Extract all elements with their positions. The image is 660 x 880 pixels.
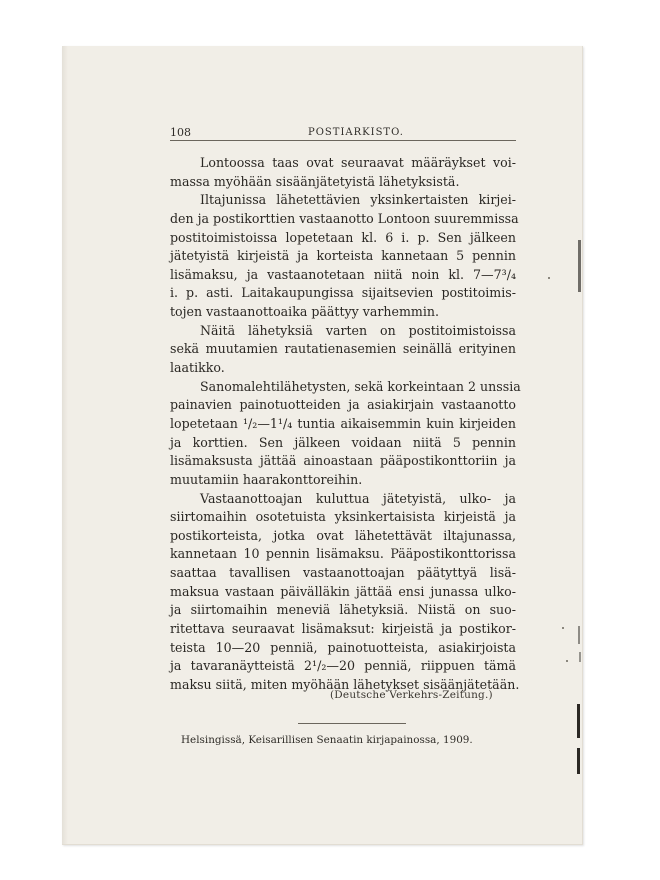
text-line: massa myöhään sisäänjätetyistä lähetyksistä. [170, 173, 460, 189]
text-line: lopetetaan ¹/₂—1¹/₄ tuntia aikaisemmin kuin kirjeiden [170, 415, 516, 431]
text-line: kannetaan 10 pennin lisämaksu. Pääpostikonttorissa [170, 546, 516, 562]
text-line: maksua vastaan päivälläkin jättää ensi junassa ulko- [170, 583, 516, 599]
text-line: painavien painotuotteiden ja asiakirjain vastaanotto [170, 397, 516, 413]
text-line: Sanomalehtilähetysten, sekä korkeintaan 2 unssia [200, 378, 521, 394]
page-edge-mark [578, 240, 581, 292]
page-header [170, 124, 516, 141]
printer-imprint: Helsingissä, Keisarillisen Senaatin kirjapainossa, 1909. [181, 734, 473, 746]
text-line: Vastaanottoajan kuluttua jätetyistä, ulko- ja [200, 490, 516, 506]
text-line: jätetyistä kirjeistä ja korteista kannetaan 5 pennin [170, 248, 516, 264]
text-line: postikorteista, jotka ovat lähetettävät iltajunassa, [170, 527, 516, 543]
page-number: 108 [170, 126, 191, 139]
text-line: ja korttien. Sen jälkeen voidaan niitä 5 pennin [170, 434, 516, 450]
text-line: ja tavaranäytteistä 2¹/₂—20 penniä, riippuen tämä [170, 658, 516, 674]
page-edge-mark [578, 626, 580, 644]
text-line: Iltajunissa lähetettävien yksinkertaisten kirjei- [200, 192, 516, 208]
text-line: Näitä lähetyksiä varten on postitoimistoissa [200, 322, 516, 338]
page-edge-mark [577, 704, 580, 738]
text-line: saattaa tavallisen vastaanottoajan päätyttyä lisä- [170, 565, 516, 581]
paper-speck [562, 627, 564, 629]
text-line: sekä muutamien rautatienasemien seinällä erityinen [170, 341, 516, 357]
footer-divider [298, 723, 406, 724]
paper-speck [548, 277, 550, 279]
paper-speck [566, 660, 568, 662]
text-line: teista 10—20 penniä, painotuotteista, asiakirjoista [170, 639, 516, 655]
running-head: POSTIARKISTO. [308, 127, 404, 138]
text-line: laatikko. [170, 360, 225, 376]
text-line: postitoimistoissa lopetetaan kl. 6 i. p. Sen jälkeen [170, 229, 516, 245]
text-line: i. p. asti. Laitakaupungissa sijaitsevien postitoimis- [170, 285, 516, 301]
text-line: maksu siitä, miten myöhään lähetykset sisäänjätetään. [170, 676, 520, 692]
text-line: lisämaksu, ja vastaanotetaan niitä noin kl. 7—7³/₄ [170, 266, 516, 282]
text-line: Lontoossa taas ovat seuraavat määräykset voi- [200, 155, 516, 170]
text-line: lisämaksusta jättää ainoastaan pääpostikonttoriin ja [170, 453, 516, 469]
article-body [170, 154, 521, 695]
text-line: tojen vastaanottoaika päättyy varhemmin. [170, 304, 440, 320]
page-edge-mark [577, 748, 580, 774]
text-line: ja siirtomaihin meneviä lähetyksiä. Niistä on suo- [170, 602, 516, 618]
text-line: ritettava seuraavat lisämaksut: kirjeistä ja postikor- [170, 621, 516, 637]
text-line: siirtomaihin osotetuista yksinkertaisista kirjeistä ja [170, 509, 516, 525]
page-edge-mark [579, 652, 581, 662]
text-line: muutamiin haarakonttoreihin. [170, 471, 363, 487]
text-line: den ja postikorttien vastaanotto Lontoon suuremmissa [170, 210, 519, 226]
source-citation: (Deutsche Verkehrs-Zeitung.) [330, 689, 493, 701]
